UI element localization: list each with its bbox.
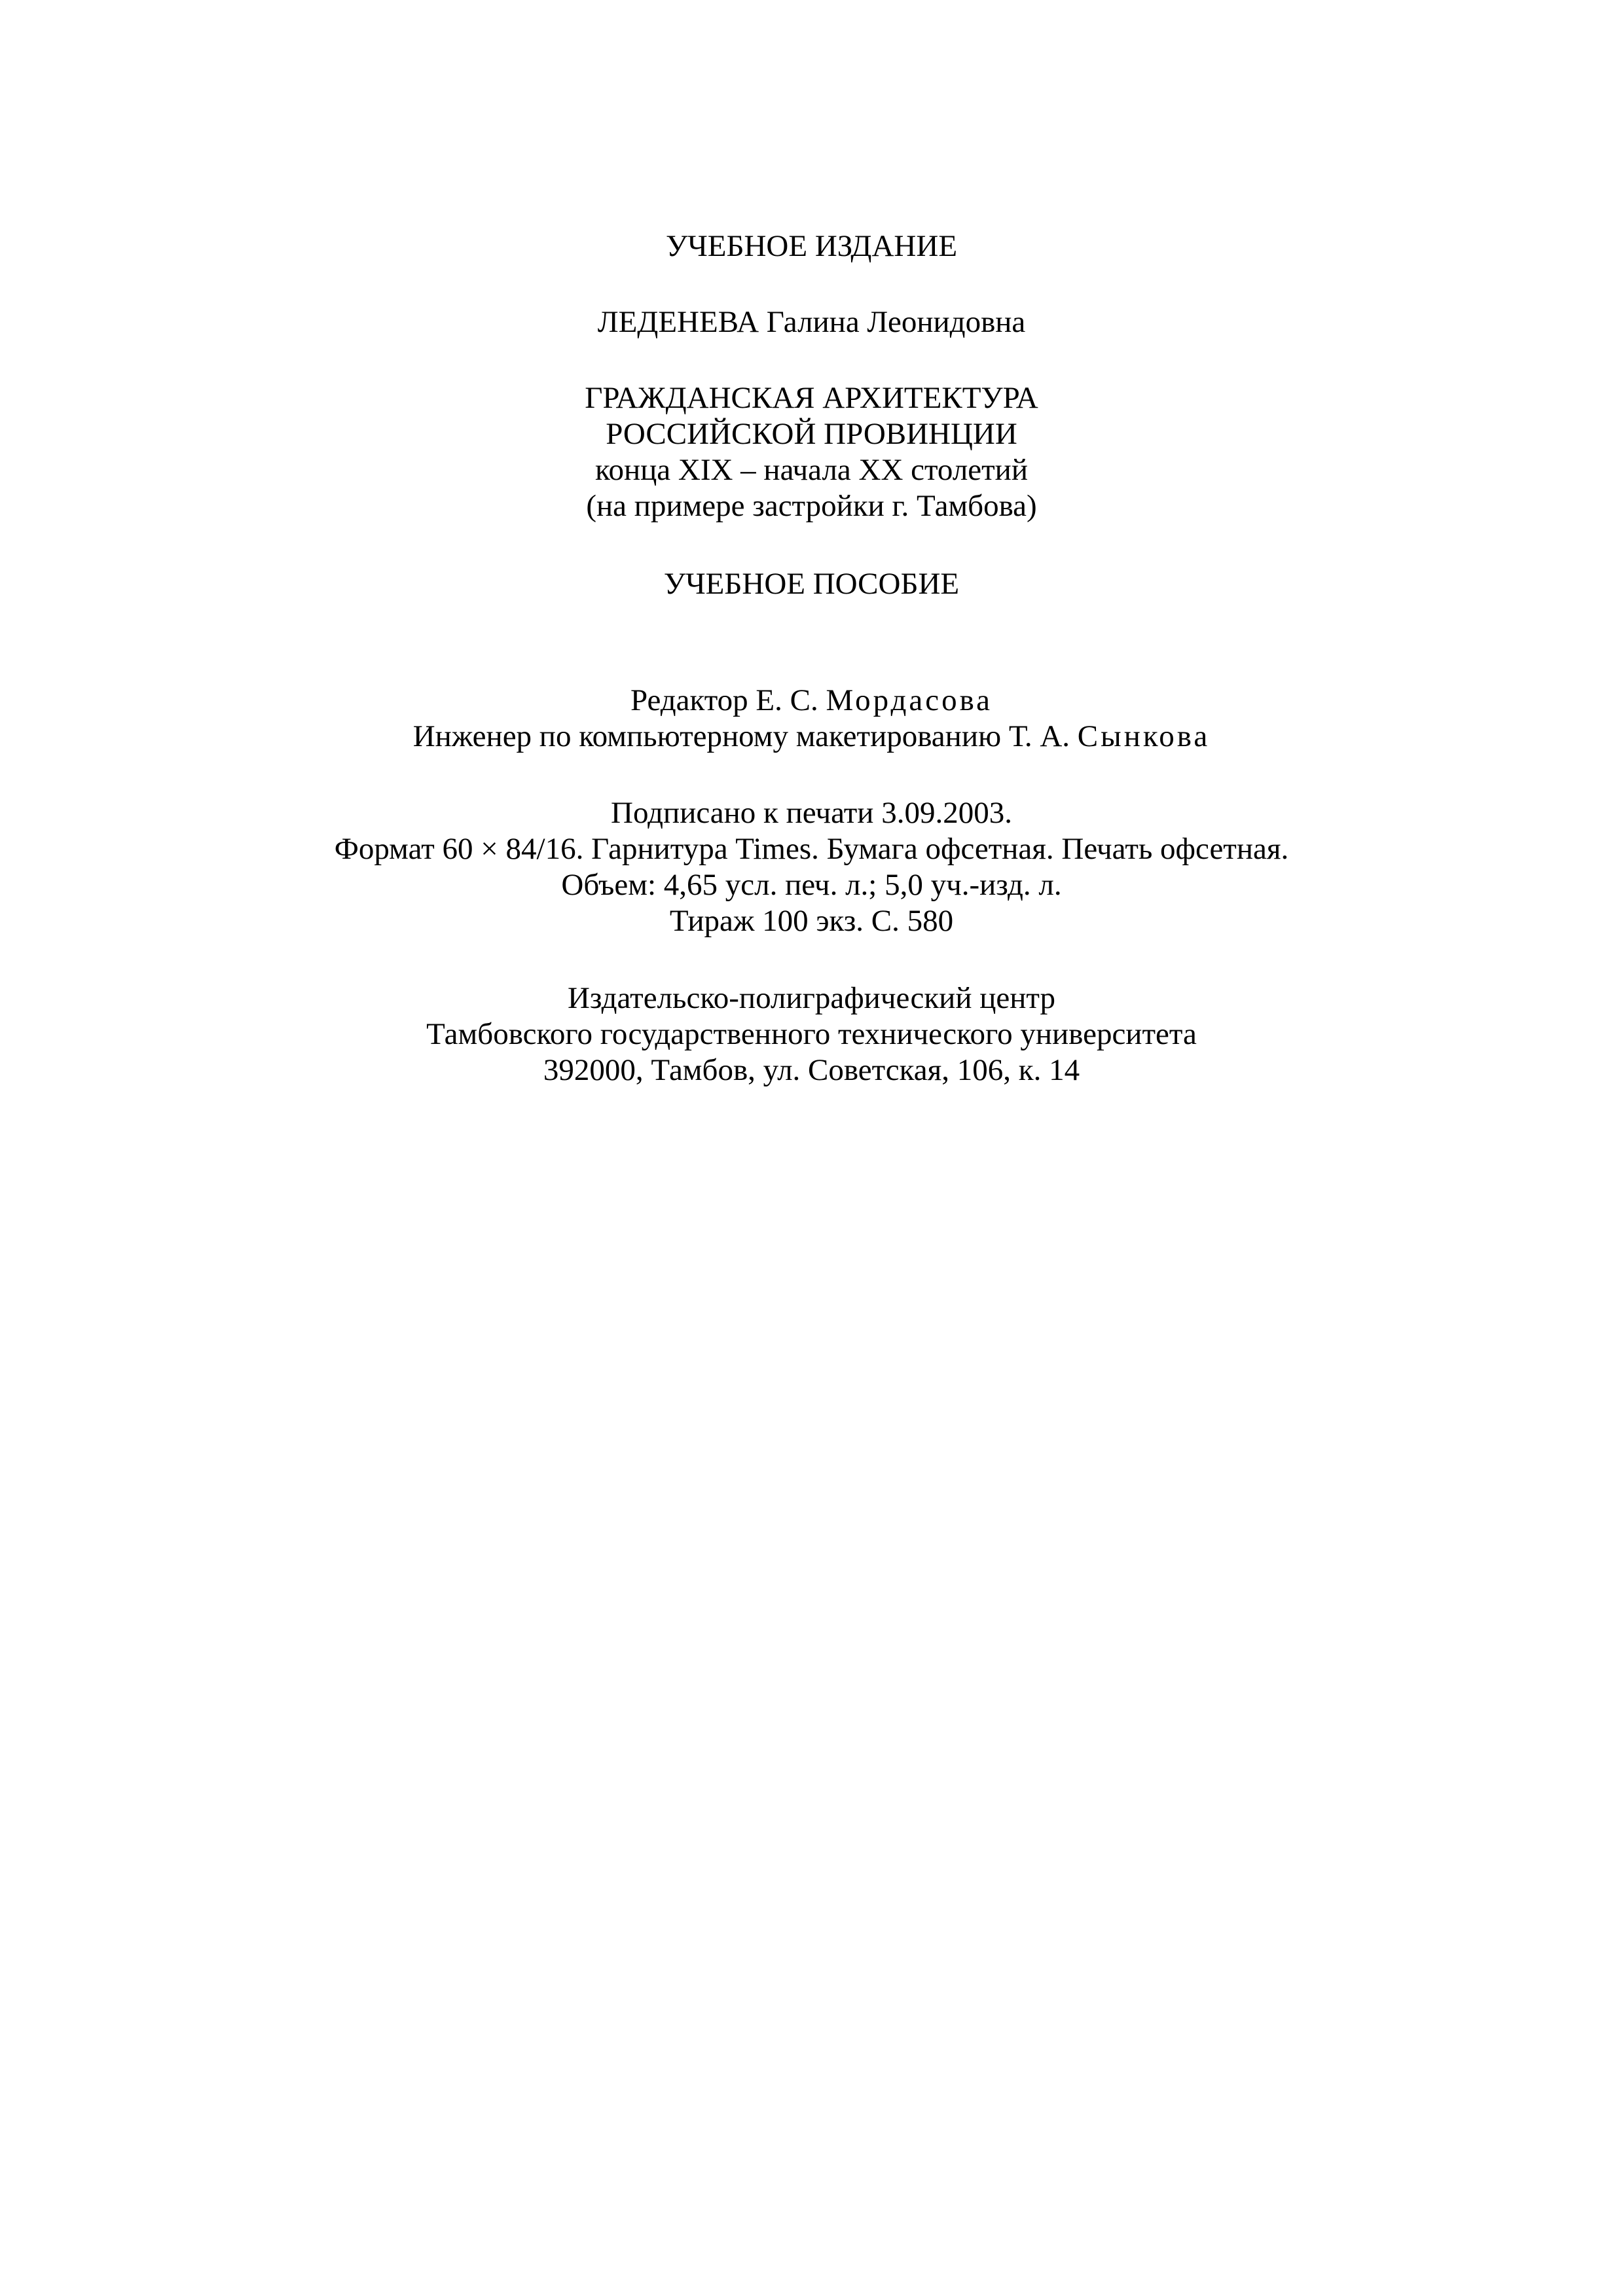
title-line-1: ГРАЖДАНСКАЯ АРХИТЕКТУРА [585,381,1038,415]
volume-details: Объем: 4,65 усл. печ. л.; 5,0 уч.-изд. л. [561,868,1062,902]
publisher-line-1: Издательско-полиграфический центр [567,981,1056,1015]
signed-to-print: Подписано к печати 3.09.2003. [611,796,1012,830]
title-line-2: РОССИЙСКОЙ ПРОВИНЦИИ [606,417,1017,451]
publisher-address: 392000, Тамбов, ул. Советская, 106, к. 14 [543,1053,1080,1087]
layout-engineer-credit [0,718,1623,755]
editor-label: Редактор Е. С. [630,683,818,717]
title-line-3: конца XIX – начала XX столетий [595,453,1028,487]
layout-engineer-name: Сынкова [1077,719,1211,753]
title-line-4: (на примере застройки г. Тамбова) [586,489,1037,523]
circulation-details: Тираж 100 экз. С. 580 [669,904,954,938]
publisher-line-2: Тамбовского государственного технического университета [426,1017,1197,1051]
editor-name: Мордасова [826,683,993,717]
editor-credit [0,682,1623,719]
format-details: Формат 60 × 84/16. Гарнитура Times. Бумага офсетная. Печать офсетная. [334,832,1289,866]
edition-type: УЧЕБНОЕ ИЗДАНИЕ [665,229,958,263]
author-name: ЛЕДЕНЕВА Галина Леонидовна [597,305,1026,339]
publication-kind: УЧЕБНОЕ ПОСОБИЕ [663,567,960,601]
layout-engineer-label: Инженер по компьютерному макетированию Т. А. [412,719,1070,753]
